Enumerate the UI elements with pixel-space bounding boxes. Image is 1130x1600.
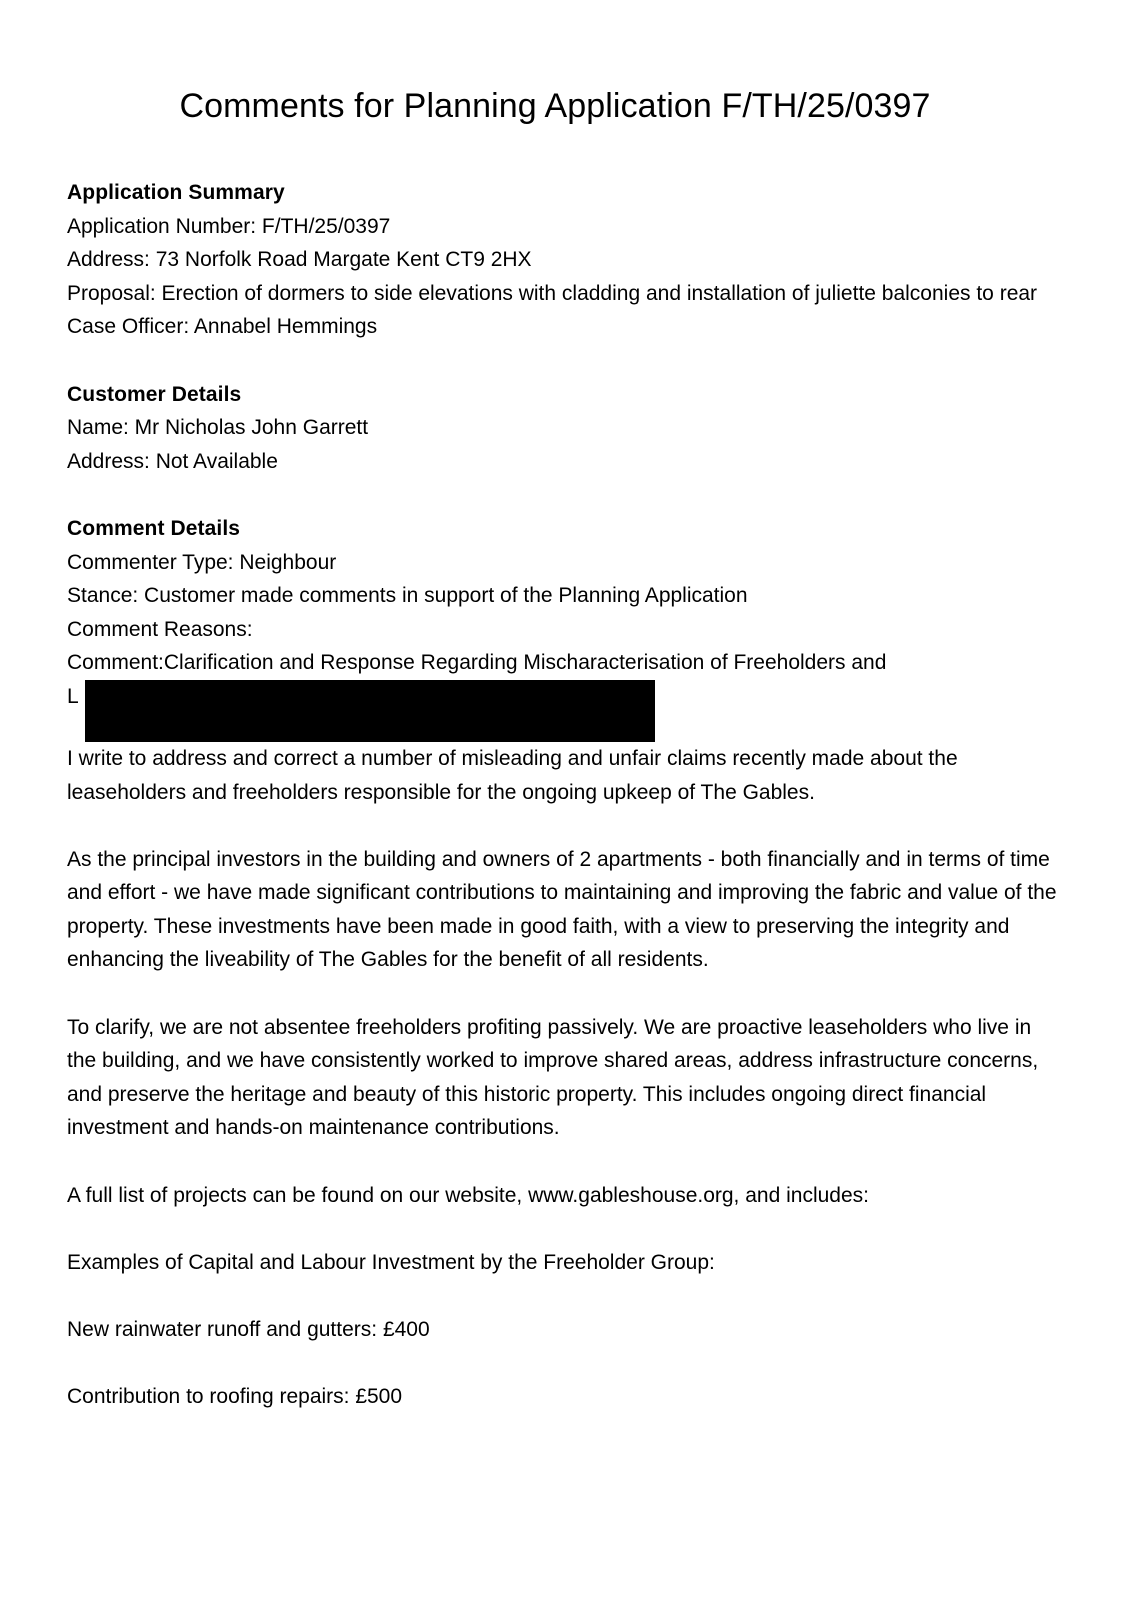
comment-paragraph-3: To clarify, we are not absentee freeholders profiting passively. We are proactive leaseholders who live in the building, and we have consistently worked to improve shared areas, address infrastructure concerns, and preserve the heritage and beauty of this historic property. This includes ongoing direct financial investment and hands-on maintenance contributions.	[67, 1015, 1039, 1140]
stance: Stance: Customer made comments in support of the Planning Application	[67, 584, 748, 608]
spacer	[67, 977, 1057, 1011]
application-summary-heading: Application Summary	[67, 181, 285, 204]
spacer	[67, 1279, 1057, 1313]
redacted-line	[67, 680, 1057, 742]
document-body	[67, 176, 1057, 1414]
spacer	[67, 344, 1057, 378]
comment-paragraph-1: I write to address and correct a number of misleading and unfair claims recently made about the leaseholders and freeholders responsible for the ongoing upkeep of The Gables.	[67, 746, 958, 804]
application-summary-section	[67, 176, 1057, 344]
spacer	[67, 1212, 1057, 1246]
comment-paragraph-4: A full list of projects can be found on our website, www.gableshouse.org, and includes:	[67, 1183, 869, 1207]
spacer	[67, 809, 1057, 843]
customer-name: Name: Mr Nicholas John Garrett	[67, 416, 369, 440]
proposal-text: Proposal: Erection of dormers to side elevations with cladding and installation of juliette balconies to rear	[67, 281, 1038, 305]
page-title: Comments for Planning Application F/TH/25/0397	[179, 87, 931, 125]
comment-details-heading: Comment Details	[67, 516, 241, 540]
spacer	[67, 1347, 1057, 1381]
comment-paragraph-6: New rainwater runoff and gutters: £400	[67, 1318, 430, 1341]
commenter-type: Commenter Type: Neighbour	[67, 550, 337, 574]
application-number: Application Number: F/TH/25/0397	[67, 214, 391, 238]
customer-address: Address: Not Available	[67, 449, 278, 473]
case-officer: Case Officer: Annabel Hemmings	[67, 315, 378, 339]
customer-details-heading: Customer Details	[67, 382, 242, 406]
spacer	[67, 478, 1057, 512]
comment-paragraph-7: Contribution to roofing repairs: £500	[67, 1385, 403, 1409]
comment-details-section	[67, 512, 1057, 1414]
spacer	[67, 1145, 1057, 1179]
comment-paragraph-2: As the principal investors in the building and owners of 2 apartments - both financially and in terms of time and effort - we have made significant contributions to maintaining and improving the fabric and value of the property. These investments have been made in good faith, with a view to preserving the integrity and enhancing the liveability of The Gables for the benefit of all residents.	[67, 847, 1057, 972]
application-address: Address: 73 Norfolk Road Margate Kent CT9 2HX	[67, 248, 532, 272]
redaction-block	[85, 680, 655, 742]
comment-intro: Comment:Clarification and Response Regarding Mischaracterisation of Freeholders and	[67, 651, 887, 675]
comment-paragraph-5: Examples of Capital and Labour Investment by the Freeholder Group:	[67, 1250, 715, 1274]
comment-reasons: Comment Reasons:	[67, 617, 253, 641]
redacted-prefix: L	[67, 684, 79, 708]
customer-details-section	[67, 378, 1057, 479]
